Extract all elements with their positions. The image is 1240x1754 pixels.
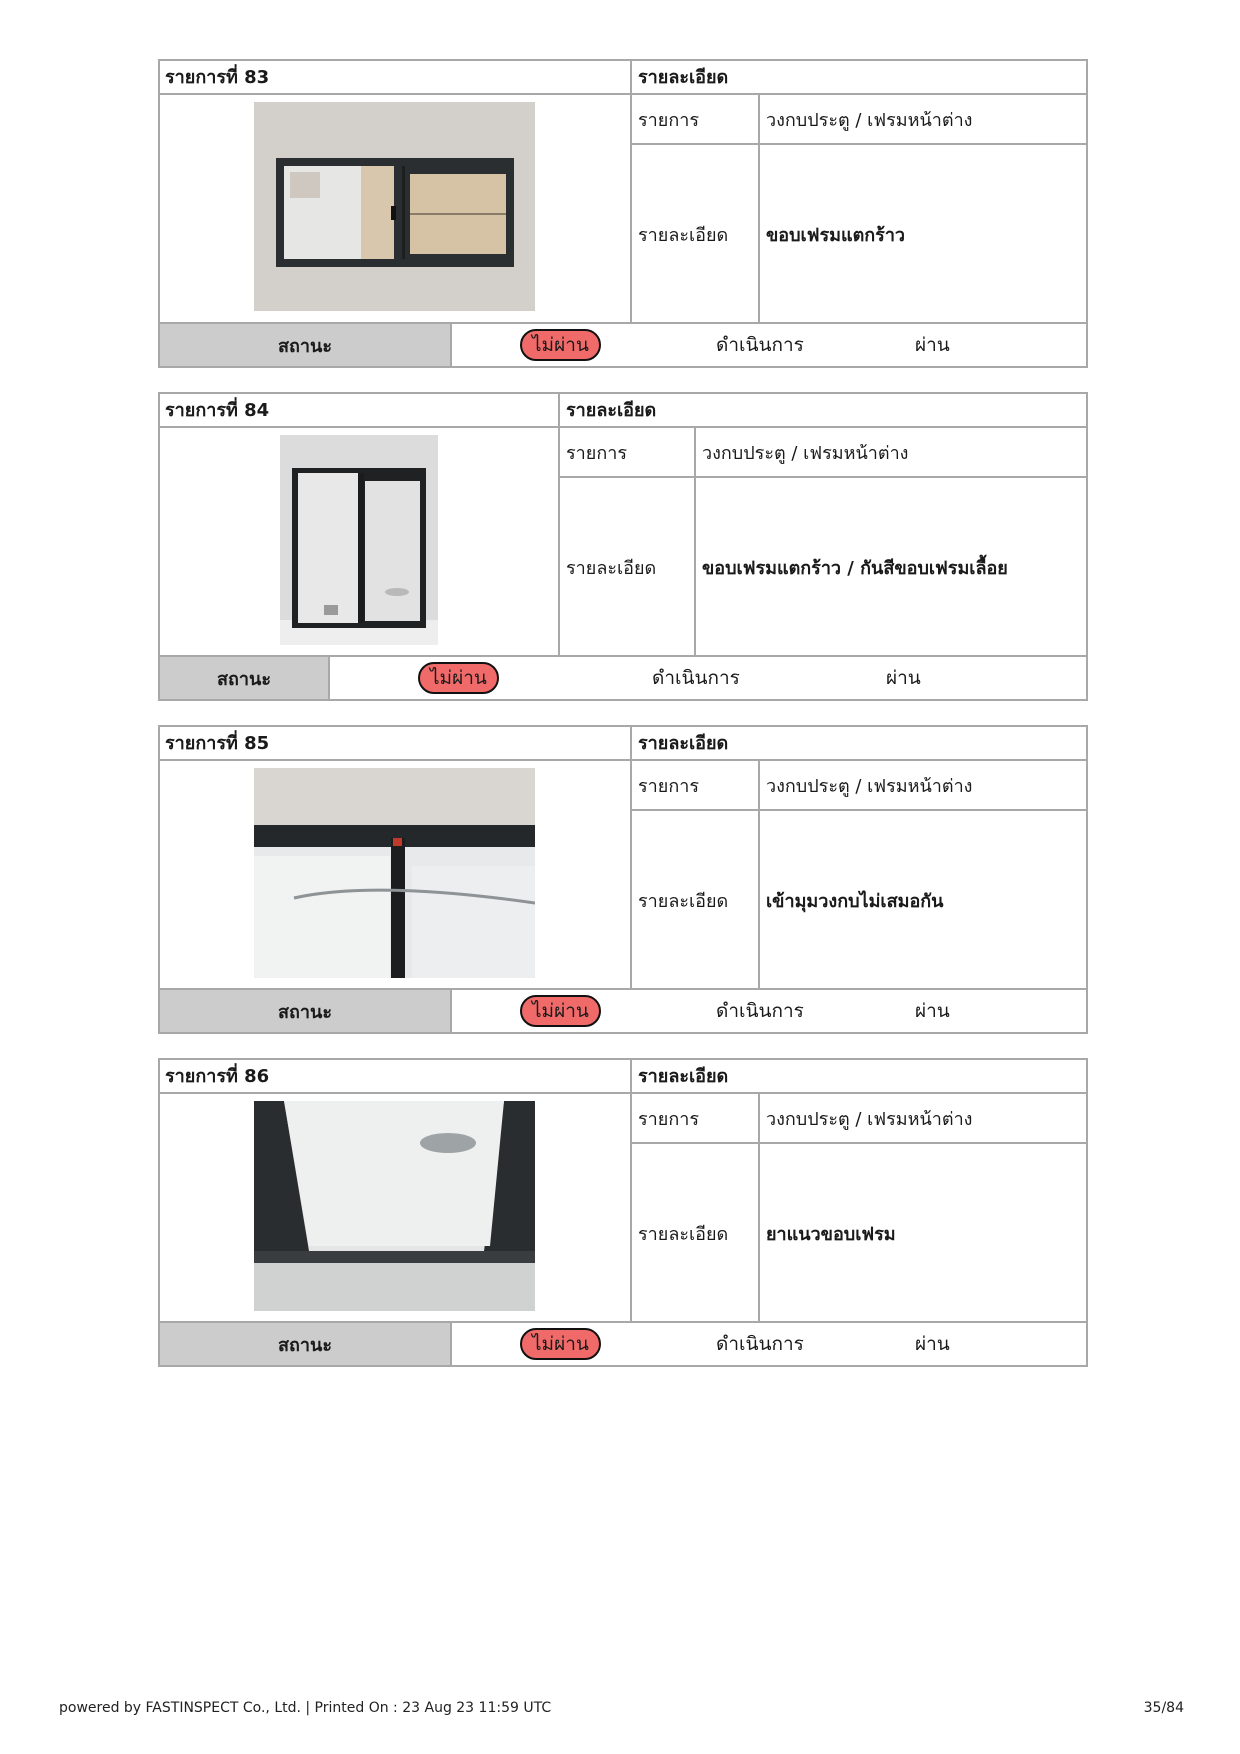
detail-header: รายละเอียด	[630, 1060, 1086, 1092]
detail-label: รายละเอียด	[632, 811, 760, 990]
item-value: วงกบประตู / เฟรมหน้าต่าง	[766, 109, 973, 131]
photo-cell	[160, 761, 630, 990]
item-number-title: รายการที่ 85	[165, 733, 270, 754]
detail-row	[632, 1144, 1086, 1323]
item-row	[632, 1094, 1086, 1144]
status-label: สถานะ	[160, 657, 330, 699]
detail-row	[632, 811, 1086, 990]
item-label: รายการ	[632, 95, 760, 143]
item-card-85	[158, 725, 1088, 1034]
item-number-title: รายการที่ 83	[165, 67, 270, 88]
status-fail-option[interactable]	[520, 324, 601, 366]
detail-value: ขอบเฟรมแตกร้าว / กันสีขอบเฟรมเลื้อย	[702, 558, 1008, 579]
status-bar	[160, 322, 1086, 366]
item-row	[632, 95, 1086, 145]
inspection-photo[interactable]	[280, 435, 438, 645]
detail-area	[630, 95, 1086, 324]
status-label: สถานะ	[160, 990, 452, 1032]
card-header	[160, 727, 1086, 761]
status-in-progress-option[interactable]: ดำเนินการ	[652, 667, 740, 689]
status-fail-pill[interactable]: ไม่ผ่าน	[520, 329, 601, 361]
footer-page-number: 35/84	[1143, 1700, 1184, 1716]
detail-value: ยาแนวขอบเฟรม	[766, 1224, 896, 1245]
detail-header: รายละเอียด	[630, 61, 1086, 93]
detail-value: ขอบเฟรมแตกร้าว	[766, 225, 906, 246]
card-header	[160, 394, 1086, 428]
status-fail-pill[interactable]: ไม่ผ่าน	[418, 662, 499, 694]
status-label: สถานะ	[160, 1323, 452, 1365]
item-row	[560, 428, 1086, 478]
detail-header: รายละเอียด	[630, 727, 1086, 759]
item-value: วงกบประตู / เฟรมหน้าต่าง	[766, 775, 973, 797]
status-in-progress-option[interactable]: ดำเนินการ	[716, 334, 804, 356]
card-body	[160, 95, 1086, 324]
card-body	[160, 428, 1086, 657]
status-bar	[160, 1321, 1086, 1365]
status-fail-option[interactable]	[418, 657, 499, 699]
item-label: รายการ	[632, 1094, 760, 1142]
item-value: วงกบประตู / เฟรมหน้าต่าง	[766, 1108, 973, 1130]
status-pass-option[interactable]: ผ่าน	[915, 334, 950, 356]
item-number-title: รายการที่ 84	[165, 400, 270, 421]
item-label: รายการ	[560, 428, 696, 476]
detail-area	[558, 428, 1086, 657]
status-in-progress-option[interactable]: ดำเนินการ	[716, 1333, 804, 1355]
status-in-progress-option[interactable]: ดำเนินการ	[716, 1000, 804, 1022]
detail-area	[630, 1094, 1086, 1323]
status-bar	[160, 988, 1086, 1032]
inspection-photo[interactable]	[254, 768, 535, 978]
status-pass-option[interactable]: ผ่าน	[915, 1000, 950, 1022]
inspection-photo[interactable]	[254, 1101, 535, 1311]
detail-row	[560, 478, 1086, 657]
status-fail-option[interactable]	[520, 990, 601, 1032]
status-label: สถานะ	[160, 324, 452, 366]
status-fail-pill[interactable]: ไม่ผ่าน	[520, 1328, 601, 1360]
card-body	[160, 1094, 1086, 1323]
card-body	[160, 761, 1086, 990]
photo-cell	[160, 1094, 630, 1323]
detail-label: รายละเอียด	[632, 145, 760, 324]
status-pass-option[interactable]: ผ่าน	[915, 1333, 950, 1355]
detail-value: เข้ามุมวงกบไม่เสมอกัน	[766, 891, 944, 912]
item-number-title: รายการที่ 86	[165, 1066, 270, 1087]
inspection-photo[interactable]	[254, 102, 535, 311]
detail-area	[630, 761, 1086, 990]
footer-printed-info: powered by FASTINSPECT Co., Ltd. | Printed On : 23 Aug 23 11:59 UTC	[59, 1700, 552, 1716]
status-bar	[160, 655, 1086, 699]
status-fail-pill[interactable]: ไม่ผ่าน	[520, 995, 601, 1027]
item-row	[632, 761, 1086, 811]
item-card-83	[158, 59, 1088, 368]
item-card-86	[158, 1058, 1088, 1367]
detail-label: รายละเอียด	[632, 1144, 760, 1323]
photo-cell	[160, 428, 558, 657]
card-header	[160, 61, 1086, 95]
detail-label: รายละเอียด	[560, 478, 696, 657]
detail-row	[632, 145, 1086, 324]
status-fail-option[interactable]	[520, 1323, 601, 1365]
item-value: วงกบประตู / เฟรมหน้าต่าง	[702, 442, 909, 464]
item-card-84	[158, 392, 1088, 701]
detail-header: รายละเอียด	[558, 394, 1086, 426]
card-header	[160, 1060, 1086, 1094]
status-pass-option[interactable]: ผ่าน	[886, 667, 921, 689]
item-label: รายการ	[632, 761, 760, 809]
photo-cell	[160, 95, 630, 324]
